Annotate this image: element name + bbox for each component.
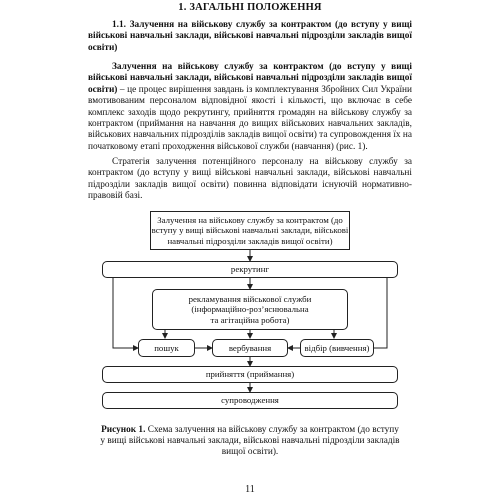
page-number: 11 — [245, 484, 255, 495]
diagram-box-advertising — [152, 289, 348, 330]
caption-text: Схема залучення на військову службу за контрактом (до вступу у вищі військові навчальні заклади, військові навчальні підрозділи закладів вищої освіти). — [100, 425, 400, 458]
support-text: супроводження — [221, 395, 279, 406]
advertising-line-1: рекламування військової служби — [188, 293, 312, 304]
selection-text: відбір (вивчення) — [304, 342, 370, 353]
definition-text: – це процес вирішення завдань із комплектування Збройних Сил України вмотивованим персоналом відповідної якості і кількості, що включає в себе комплекс заходів щодо рекрутингу, прийняття громадян на військову службу за контрактом (приймання на навчання до вищих військових навчальних закладів, військових навчальних підрозділів закладів вищої освіти) та супровождення їх на початковому етапі проходження військової служби (навчання) (рис. 1). — [88, 84, 412, 152]
arrow-right-branch — [361, 270, 387, 348]
arrow-left-branch — [113, 270, 138, 348]
diagram-box-recruiting — [102, 261, 398, 278]
main-box-text: Залучення на військову службу за контрактом (до вступу у вищі військові навчальні заклади, військові навчальні підрозділи закладів вищої освіти) — [151, 214, 349, 246]
advertising-text — [189, 294, 312, 326]
advertising-line-2: (інформаційно-роз’яснювальна — [191, 304, 309, 315]
paragraph-strategy: Стратегія залучення потенційного персоналу на військову службу за контрактом (до вступу у вищі військові навчальні заклади, військові навчальні підрозділи закладів вищої освіти) повинна відповідати існуючій нормативно-правовій базі. — [88, 157, 412, 202]
caption-label: Рисунок 1. — [101, 425, 146, 435]
definition-term: Залучення на військову службу за контрактом (до вступу у вищі військові навчальні заклади, військові навчальні підрозділи закладів вищої освіти) — [88, 62, 412, 95]
recruitment-text: вербування — [228, 342, 272, 353]
diagram-box-search — [138, 339, 195, 357]
search-text: пошук — [154, 342, 179, 353]
subsection-number: 1.1. — [112, 20, 126, 30]
diagram-box-selection — [300, 339, 374, 357]
figure-caption — [100, 425, 400, 459]
diagram-box-support — [102, 392, 398, 409]
advertising-line-3: та агітаційна робота) — [210, 314, 290, 325]
diagram-box-recruitment — [212, 339, 288, 357]
acceptance-text: прийняття (приймання) — [205, 369, 295, 380]
diagram-box-main — [150, 211, 350, 250]
section-title: 1. ЗАГАЛЬНІ ПОЛОЖЕННЯ — [178, 2, 322, 13]
recruiting-text: рекрутинг — [230, 264, 270, 275]
subsection-title: Залучення на військову службу за контрактом (до вступу у вищі військові навчальні заклади, військові навчальні підрозділи закладів вищої освіти) — [88, 20, 412, 53]
diagram-box-acceptance — [102, 366, 398, 383]
